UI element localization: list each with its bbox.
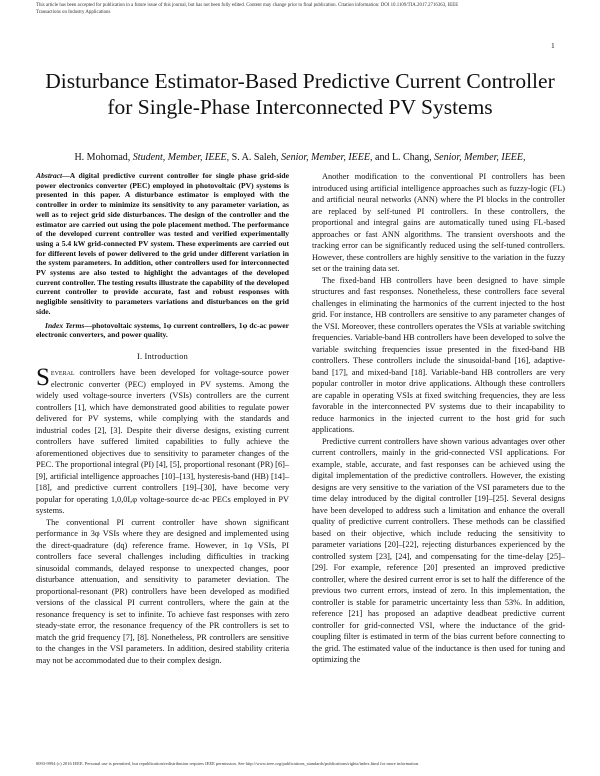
right-paragraph-3: Predictive current controllers have shown various advantages over other current controllers, mainly in the grid-connected VSI applications. For example, stable, accurate, and fast responses can be achieved using the digital implementation of the predictive controllers. However, the existing designs are very sensitive to the variation of the VSI parameters due to the time delay introduced by the digital controller [19]–[25]. Several designs have been developed to address such a limitation and enhance the overall quality of predictive current controllers. These methods can be classified based on their objective, which include reducing the sensitivity to parameter variations [20]–[22], rejecting disturbances experienced by the controlled system [23], [24], and compensating for the time-delay [25]–[29]. For example, reference [20] presented an improved predictive controller, where the desired current error is set to half the difference of the previous two current errors, instead of zero. In this implementation, the controller is stable for parametric uncertainty less than 53%. In addition, reference [21] has proposed an adaptive deadbeat predictive current controller for grid-connected VSI, where the inductance of the grid-coupling filter is estimated in term of the bias current before connecting to the grid. The estimated value of the inductance is then used for tuning and optimizing the bbox=[312, 436, 565, 664]
publication-notice-line2: Transactions on Industry Applications bbox=[36, 9, 111, 15]
right-column bbox=[312, 171, 565, 666]
author-2: S. A. Saleh, bbox=[229, 152, 282, 163]
intro-paragraph-1-text: controllers have been developed for voltage-source power electronic converter (PEC) employed in PV systems. Among the widely used voltage-source inverters (VSIs) controllers are the current controllers [1], which have demonstrated good abilities to regulate power delivered for PV systems, while complying with the standards and industrial codes [2], [3]. Despite their diverse designs, existing current controllers have suffered limited capabilities to fully achieve the aforementioned objectives due to sensitivity to parameter changes of the PEC. The proportional integral (PI) [4], [5], proportional resonant (PR) [6]–[9], artificial intelligence approaches [10]–[13], hysteresis-band (HB) [14]–[18], and predictive current controllers [19]–[30], have become very popular for operating 1,0,0I,φ voltage-source dc-ac PECs employed in PV systems. bbox=[36, 368, 289, 516]
publication-notice-line1: This article has been accepted for publication in a future issue of this journal, but has not been fully edited. Content may change prior to final publication. Citation information: DOI 10.1109/TIA.2017.2716363, IEEE bbox=[36, 3, 459, 8]
author-3-role: Senior, Member, IEEE, bbox=[434, 152, 526, 163]
intro-paragraph-1 bbox=[36, 364, 289, 517]
abstract bbox=[36, 171, 289, 317]
drop-cap: S bbox=[36, 364, 50, 392]
author-line bbox=[40, 152, 560, 164]
paper-title: Disturbance Estimator-Based Predictive Current Controller for Single-Phase Interconnected PV Systems bbox=[45, 69, 555, 119]
section-heading-introduction: I. Introduction bbox=[137, 351, 188, 361]
index-terms-lead: Index Terms bbox=[45, 320, 85, 330]
right-paragraph-2: The fixed-band HB controllers have been designed to have simple structures and fast responses. Nonetheless, these controllers face several challenges in eliminating the harmonics of the current injected to the host grid. For instance, HB controllers are sensitive to any parameter changes of the VSI. Moreover, these controllers operates the VSIs at variable switching frequencies. Variable-band HB controllers have been developed to solve the variable switching frequencies issue presented in the fixed-band HB controllers. These controllers include the sinusoidal-band [16], adaptive-band [17], and mixed-band [18]. Variable-band HB controllers are very popular controller in motor drive applications. Although these controllers are capable in operating VSIs at fixed switching frequencies, they are less favorable in the interconnected PV systems due to their incapability to reduce harmonics in the injected current to the host grid for such applications. bbox=[312, 275, 565, 434]
right-paragraph-1: Another modification to the conventional PI controllers has been introduced using artificial intelligence approaches such as fuzzy-logic (FL) and artificial neural networks (ANN) where the PI blocks in the controller are replaced by self-tuned PI controllers. In these controllers, the proportional and integral gains are automatically tuned using FL-based approaches or fast ANN algorithms. The transient overshoots and the tracking error can be significantly reduced using the self-tuned controllers. However, these controllers are highly sensitive to the variation in the fuzzy set or the training data set. bbox=[312, 172, 565, 273]
author-1-role: Student, Member, IEEE, bbox=[132, 152, 230, 163]
index-terms bbox=[36, 321, 289, 340]
abstract-lead: Abstract bbox=[36, 171, 63, 180]
abstract-text: —A digital predictive current controller for single phase grid-side power electronics converter (PEC) employed in photovoltaic (PV) systems is presented in this paper. A disturbance estimator is employed with the controller in order to minimize its sensitivity to any parameter variation, as well as to reject grid side disturbances. The design of the controller and the estimator are carried out using the pole placement method. The performance of the developed current controller was tested and verified experimentally using a 5.4 kW grid-connected PV system. These experiments are carried out for different levels of power delivered to the grid under different variation in the system parameters. In addition, other controllers used for interconnected PV systems are also tested to highlight the advantages of the developed current controller. The testing results illustrate the capability of the developed current controller to provide accurate, fast and robust responses with negligible sensitivity to parameters variations and disturbances on the grid side. bbox=[36, 171, 289, 316]
author-1: H. Mohomad, bbox=[74, 152, 133, 163]
copyright-footer: 0093-9994 (c) 2016 IEEE. Personal use is permitted, but republication/redistribution requires IEEE permission. See http://www.ieee.org/publications_standards/publications/rights/index.html for more information. bbox=[36, 761, 420, 766]
page-number: 1 bbox=[551, 41, 555, 50]
publication-notice bbox=[36, 3, 566, 16]
intro-paragraph-2: The conventional PI current controller have shown significant performance in 3φ VSIs where they are designed and implemented using the direct-quadrature (dq) reference frame. However, in 1φ VSIs, PI controllers face several challenges including difficulties in tracking sinusoidal commands, delayed response to unexpected changes, poor disturbance attenuation, and sensitivity to parameter deviation. The proportional-resonant (PR) controllers have been developed as modified versions of the classical PI current controllers, where the gain at the resonance frequency is set to infinite. To achieve fast responses with zero steady-state error, the resonance frequency of the PR controllers is set to match the grid frequency [7], [8]. Nonetheless, PR controllers are sensitive to the changes in the VSI parameters. In addition, desired stability criteria may not be accommodated due to their complex design. bbox=[36, 517, 289, 665]
left-column bbox=[36, 171, 289, 666]
index-terms-text: —photovoltaic systems, 1φ current controllers, 1φ dc-ac power electronic converters, and power quality. bbox=[36, 320, 289, 340]
author-3: and L. Chang, bbox=[372, 152, 435, 163]
author-2-role: Senior, Member, IEEE, bbox=[281, 152, 373, 163]
intro-smallcaps: everal bbox=[50, 368, 75, 378]
